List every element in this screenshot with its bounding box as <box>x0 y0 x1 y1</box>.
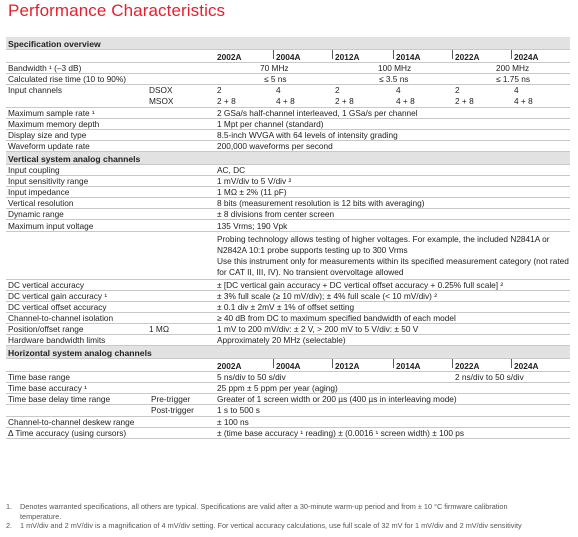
table-row <box>6 209 570 220</box>
row-value: 4 <box>514 85 519 95</box>
row-label: Dynamic range <box>8 209 64 219</box>
table-row <box>6 220 570 232</box>
row-value: 5 ns/div to 50 s/div <box>217 372 286 382</box>
row-value: ≥ 40 dB from DC to maximum specified bandwidth of each model <box>217 313 456 323</box>
table-row <box>6 405 570 417</box>
note-line: for CAT II, III, IV). No transient overvoltage allowed <box>217 267 404 277</box>
section-title: Specification overview <box>8 39 101 49</box>
row-qualifier: Post-trigger <box>151 405 194 415</box>
row-value: Greater of 1 screen width or 200 µs (400 µs in interleaving mode) <box>217 394 457 404</box>
table-row <box>6 176 570 187</box>
row-value: 4 <box>276 85 281 95</box>
note-line: Use this instrument only for measurements within its specified measurement category (not rated <box>217 256 569 266</box>
model-label: 2012A <box>335 361 360 371</box>
model-label: 2004A <box>276 52 301 62</box>
table-row <box>6 198 570 209</box>
row-label: Maximum sample rate ¹ <box>8 108 95 118</box>
footnote-text: temperature. <box>20 511 62 521</box>
spec-table <box>6 37 570 439</box>
row-value: 70 MHz <box>260 63 289 73</box>
row-value: 2 GSa/s half-channel interleaved, 1 GSa/s per channel <box>217 108 418 118</box>
row-value: ≤ 5 ns <box>264 74 287 84</box>
table-row <box>6 96 570 108</box>
table-row <box>6 232 570 280</box>
table-row <box>6 302 570 313</box>
row-qualifier: DSOX <box>149 85 173 95</box>
footnote-text: 1 mV/div and 2 mV/div is a magnification of 4 mV/div setting. For vertical accuracy calculations, use full scale of 32 mV for 1 mV/div and 2 mV/div sensitivity <box>20 521 522 530</box>
row-value: 2 <box>455 85 460 95</box>
row-label: Input sensitivity range <box>8 176 89 186</box>
table-row <box>6 335 570 346</box>
model-label: 2022A <box>455 52 480 62</box>
row-label: Input channels <box>8 85 62 95</box>
row-value: 8.5-inch WVGA with 64 levels of intensity grading <box>217 130 398 140</box>
footnote-number: 1. <box>6 502 13 511</box>
row-value: 4 + 8 <box>396 96 415 106</box>
row-value: ± [DC vertical gain accuracy + DC vertical offset accuracy + 0.25% full scale] ² <box>217 280 504 290</box>
row-label: Maximum input voltage <box>8 221 94 231</box>
footnote <box>6 502 572 512</box>
footnote <box>6 521 572 531</box>
row-label: Vertical resolution <box>8 198 74 208</box>
row-value: 8 bits (measurement resolution is 12 bits with averaging) <box>217 198 425 208</box>
row-label: DC vertical gain accuracy ¹ <box>8 291 108 301</box>
footnote-number: 2. <box>6 521 13 530</box>
row-label: DC vertical offset accuracy <box>8 302 107 312</box>
row-qualifier: Pre-trigger <box>151 394 191 404</box>
row-qualifier: 1 MΩ <box>149 324 170 334</box>
row-label: DC vertical accuracy <box>8 280 85 290</box>
table-row <box>6 165 570 176</box>
footnotes <box>6 502 572 531</box>
row-value: 1 s to 500 s <box>217 405 260 415</box>
table-row <box>6 417 570 428</box>
table-row <box>6 85 570 96</box>
row-label: Display size and type <box>8 130 87 140</box>
row-label: Input coupling <box>8 165 60 175</box>
row-value: 2 + 8 <box>217 96 236 106</box>
row-value: ± (time base accuracy ¹ reading) ± (0.0016 ¹ screen width) ± 100 ps <box>217 428 465 438</box>
row-value: ≤ 3.5 ns <box>379 74 409 84</box>
row-value: 25 ppm ± 5 ppm per year (aging) <box>217 383 338 393</box>
model-label: 2012A <box>335 52 360 62</box>
table-row <box>6 74 570 85</box>
row-label: Time base delay time range <box>8 394 111 404</box>
model-label: 2002A <box>217 52 242 62</box>
table-row <box>6 119 570 130</box>
footnote-text: Denotes warranted specifications, all others are typical. Specifications are valid after a 30-minute warm-up period and from ± 10 °C firmware calibration <box>20 502 508 511</box>
section-header-spec-overview <box>6 37 570 50</box>
row-value: AC, DC <box>217 165 246 175</box>
row-value: ± 3% full scale (≥ 10 mV/div); ± 4% full scale (< 10 mV/div) ² <box>217 291 438 301</box>
row-value: ± 0.1 div ± 2mV ± 1% of offset setting <box>217 302 355 312</box>
table-row <box>6 141 570 152</box>
table-row <box>6 372 570 383</box>
row-value: 1 mV to 200 mV/div: ± 2 V, > 200 mV to 5 V/div: ± 50 V <box>217 324 419 334</box>
row-value: 135 Vrms; 190 Vpk <box>217 221 288 231</box>
model-label: 2014A <box>396 361 421 371</box>
row-value: 2 + 8 <box>455 96 474 106</box>
row-value: 2 <box>217 85 222 95</box>
row-value: 1 Mpt per channel (standard) <box>217 119 324 129</box>
row-value: ≤ 1.75 ns <box>496 74 531 84</box>
row-value: ± 100 ns <box>217 417 249 427</box>
table-row <box>6 324 570 335</box>
table-row <box>6 130 570 141</box>
table-row <box>6 428 570 439</box>
row-value: 200,000 waveforms per second <box>217 141 333 151</box>
row-value: 2 <box>335 85 340 95</box>
row-value: 2 + 8 <box>335 96 354 106</box>
model-label: 2024A <box>514 361 539 371</box>
table-row <box>6 394 570 405</box>
row-label: Channel-to-channel deskew range <box>8 417 135 427</box>
model-label: 2002A <box>217 361 242 371</box>
table-row <box>6 383 570 394</box>
row-label: Time base accuracy ¹ <box>8 383 87 393</box>
note-line: N2842A 10:1 probe supports testing up to 300 Vrms <box>217 245 408 255</box>
footnote <box>6 512 572 522</box>
row-value: 4 + 8 <box>514 96 533 106</box>
page-title: Performance Characteristics <box>8 1 226 20</box>
row-value: Approximately 20 MHz (selectable) <box>217 335 346 345</box>
model-label: 2014A <box>396 52 421 62</box>
table-row <box>6 187 570 198</box>
row-label: Input impedance <box>8 187 70 197</box>
row-label: Maximum memory depth <box>8 119 100 129</box>
row-value: 1 mV/div to 5 V/div ² <box>217 176 292 186</box>
row-label: Δ Time accuracy (using cursors) <box>8 428 127 438</box>
row-label: Position/offset range <box>8 324 84 334</box>
row-value: ± 8 divisions from center screen <box>217 209 335 219</box>
row-label: Time base range <box>8 372 70 382</box>
row-value: 1 MΩ ± 2% (11 pF) <box>217 187 287 197</box>
model-header-row <box>6 359 570 372</box>
row-label: Bandwidth ¹ (–3 dB) <box>8 63 82 73</box>
table-row <box>6 108 570 119</box>
table-row <box>6 291 570 302</box>
table-row <box>6 313 570 324</box>
row-value: 4 <box>396 85 401 95</box>
model-label: 2024A <box>514 52 539 62</box>
row-value: 100 MHz <box>378 63 412 73</box>
section-title: Vertical system analog channels <box>8 154 141 164</box>
model-label: 2022A <box>455 361 480 371</box>
model-header-row <box>6 50 570 63</box>
table-row <box>6 280 570 291</box>
row-label: Channel-to-channel isolation <box>8 313 114 323</box>
row-value: 200 MHz <box>496 63 530 73</box>
row-label: Hardware bandwidth limits <box>8 335 106 345</box>
section-header-vertical <box>6 152 570 165</box>
note-line: Probing technology allows testing of higher voltages. For example, the included N2841A or <box>217 234 550 244</box>
row-value: 2 ns/div to 50 s/div <box>455 372 524 382</box>
row-label: Calculated rise time (10 to 90%) <box>8 74 127 84</box>
section-title: Horizontal system analog channels <box>8 348 152 358</box>
row-value: 4 + 8 <box>276 96 295 106</box>
row-label: Waveform update rate <box>8 141 90 151</box>
row-qualifier: MSOX <box>149 96 174 106</box>
section-header-horizontal <box>6 346 570 359</box>
table-row <box>6 63 570 74</box>
model-label: 2004A <box>276 361 301 371</box>
